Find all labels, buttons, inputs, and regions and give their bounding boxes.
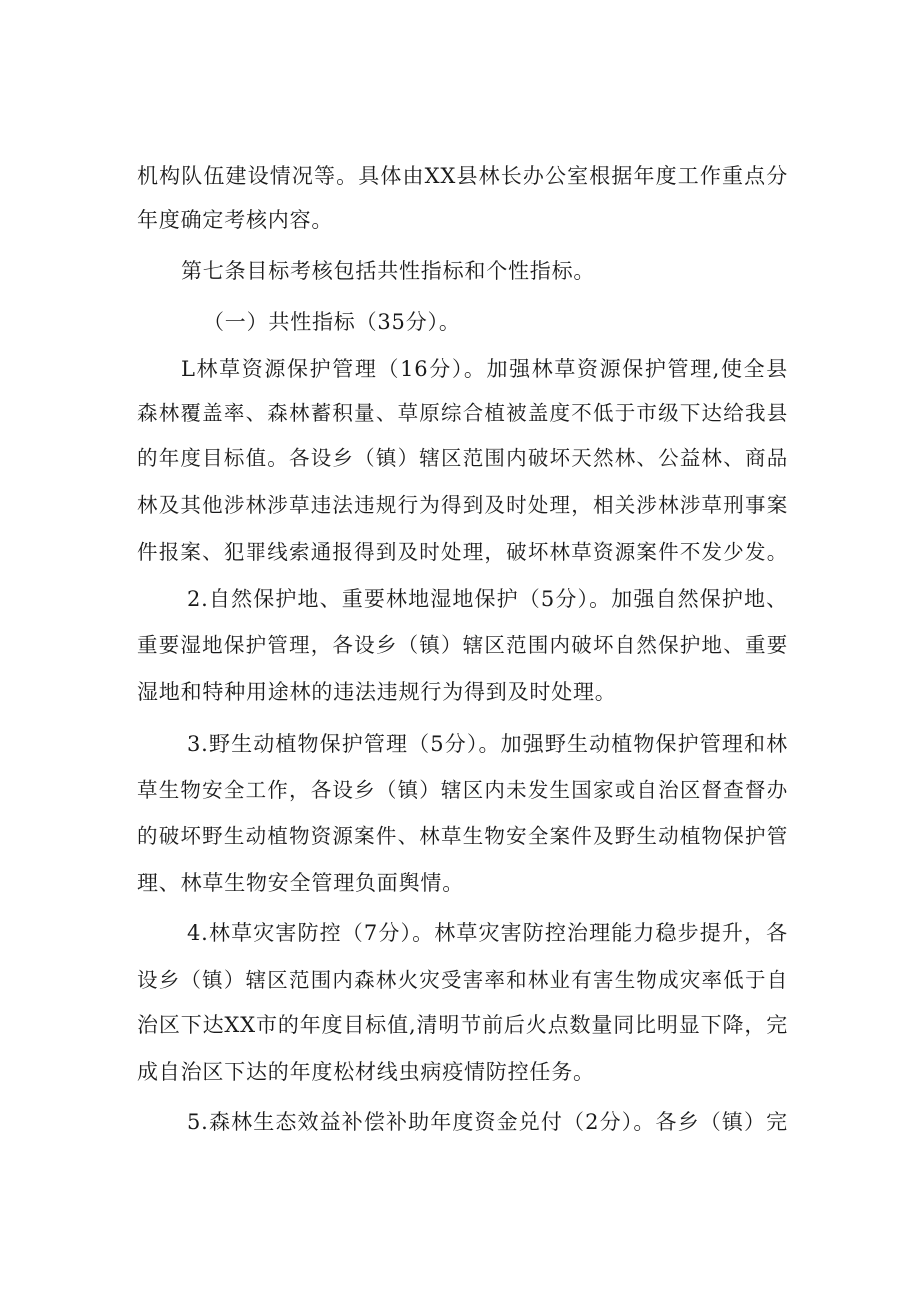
paragraph-line: 的年度目标值。各设乡（镇）辖区范围内破坏天然林、公益林、商品 <box>137 446 788 470</box>
paragraph-line: 草生物安全工作，各设乡（镇）辖区内未发生国家或自治区督查督办 <box>137 778 788 802</box>
paragraph-line: 件报案、犯罪线索通报得到及时处理，破坏林草资源案件不发少发。 <box>137 540 788 564</box>
paragraph-line: 5.森林生态效益补偿补助年度资金兑付（2分）。各乡（镇）完 <box>187 1110 788 1134</box>
paragraph-line: 2.自然保护地、重要林地湿地保护（5分）。加强自然保护地、 <box>187 587 788 611</box>
paragraph-line: 治区下达XX市的年度目标值,清明节前后火点数量同比明显下降，完 <box>137 1013 788 1037</box>
paragraph-line: 理、林草生物安全管理负面舆情。 <box>137 871 464 895</box>
article-heading: 第七条目标考核包括共性指标和个性指标。 <box>181 259 596 283</box>
paragraph-line: 年度确定考核内容。 <box>137 208 334 232</box>
section-heading: （一）共性指标（35分）。 <box>203 310 461 334</box>
paragraph-line: 3.野生动植物保护管理（5分）。加强野生动植物保护管理和林 <box>187 732 788 756</box>
paragraph-line: 的破坏野生动植物资源案件、林草生物安全案件及野生动植物保护管 <box>137 824 788 848</box>
paragraph-line: L林草资源保护管理（16分）。加强林草资源保护管理,使全县 <box>181 357 788 381</box>
paragraph-line: 重要湿地保护管理，各设乡（镇）辖区范围内破坏自然保护地、重要 <box>137 633 788 657</box>
paragraph-line: 湿地和特种用途林的违法违规行为得到及时处理。 <box>137 680 617 704</box>
paragraph-line: 森林覆盖率、森林蓄积量、草原综合植被盖度不低于市级下达给我县 <box>137 401 788 425</box>
paragraph-line: 机构队伍建设情况等。具体由XX县林长办公室根据年度工作重点分 <box>137 164 788 188</box>
paragraph-line: 设乡（镇）辖区范围内森林火灾受害率和林业有害生物成灾率低于自 <box>137 968 788 992</box>
paragraph-line: 林及其他涉林涉草违法违规行为得到及时处理，相关涉林涉草刑事案 <box>137 493 788 517</box>
paragraph-line: 4.林草灾害防控（7分）。林草灾害防控治理能力稳步提升，各 <box>187 921 788 945</box>
paragraph-line: 成自治区下达的年度松材线虫病疫情防控任务。 <box>137 1060 595 1084</box>
